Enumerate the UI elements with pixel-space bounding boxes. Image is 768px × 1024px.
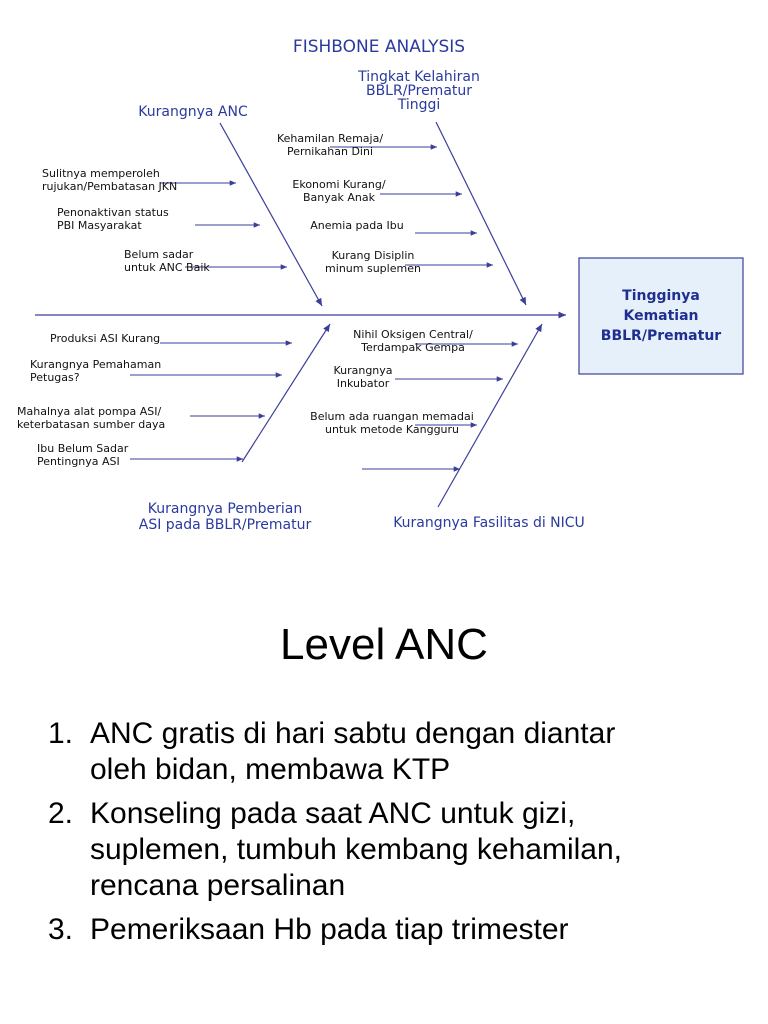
cause-label: Kurangnya Pemahaman	[30, 358, 162, 371]
list-text-line: Konseling pada saat ANC untuk gizi,	[90, 797, 576, 830]
list-item	[48, 796, 738, 904]
list-text-line: ANC gratis di hari sabtu dengan diantar	[90, 717, 616, 750]
list-number: 2.	[48, 797, 74, 830]
category-label-anc: Kurangnya ANC	[138, 104, 248, 120]
list-text-line: oleh bidan, membawa KTP	[90, 753, 451, 786]
list-text	[90, 716, 738, 788]
cause-label: PBI Masyarakat	[57, 219, 142, 232]
cause-label: Sulitnya memperoleh	[42, 167, 160, 180]
effect-text: Kematian	[623, 308, 699, 324]
effect-text: Tingginya	[622, 288, 700, 304]
cause-label: Belum ada ruangan memadai	[310, 410, 474, 423]
cause-label: Kehamilan Remaja/	[276, 132, 384, 145]
cause-label: Pentingnya ASI	[37, 455, 120, 468]
category-label-bblr: BBLR/Prematur	[365, 83, 473, 99]
cause-label: Belum sadar	[124, 248, 194, 261]
cause-label: Inkubator	[336, 377, 390, 390]
section-title: Level ANC	[280, 620, 488, 669]
cause-label: Banyak Anak	[303, 191, 375, 204]
category-label-asi: ASI pada BBLR/Prematur	[138, 517, 312, 533]
effect-text: BBLR/Prematur	[600, 328, 722, 344]
cause-label: Terdampak Gempa	[361, 341, 465, 354]
cause-label: keterbatasan sumber daya	[17, 418, 166, 431]
bone-asi	[242, 324, 330, 462]
diagram-title: FISHBONE ANALYSIS	[292, 37, 466, 57]
cause-label: Kurang Disiplin	[331, 249, 415, 262]
cause-label: Pernikahan Dini	[286, 145, 374, 158]
cause-label: Nihil Oksigen Central/	[353, 328, 473, 341]
cause-label: minum suplemen	[325, 262, 421, 275]
category-label-nicu: Kurangnya Fasilitas di NICU	[393, 515, 585, 531]
cause-label: Penonaktivan status	[57, 206, 169, 219]
cause-label: Anemia pada Ibu	[310, 219, 404, 232]
list-text-line: suplemen, tumbuh kembang kehamilan,	[90, 833, 622, 866]
cause-label: untuk ANC Baik	[124, 261, 210, 274]
bone-bblr	[436, 122, 526, 305]
labels-layer	[17, 69, 585, 533]
category-label-bblr: Tingkat Kelahiran	[358, 69, 480, 85]
category-label-asi: Kurangnya Pemberian	[147, 501, 303, 517]
cause-label: Mahalnya alat pompa ASI/	[17, 405, 162, 418]
cause-label: rujukan/Pembatasan JKN	[42, 180, 178, 193]
list-number: 1.	[48, 717, 74, 750]
cause-label: Produksi ASI Kurang	[50, 332, 161, 345]
list-item	[48, 912, 738, 948]
list-text-line: Pemeriksaan Hb pada tiap trimester	[90, 913, 569, 946]
cause-label: Ibu Belum Sadar	[37, 442, 129, 455]
list-text	[90, 796, 738, 904]
cause-label: Ekonomi Kurang/	[292, 178, 386, 191]
recommendation-list	[48, 716, 738, 956]
list-text-line: rencana persalinan	[90, 869, 346, 902]
list-text	[90, 912, 738, 948]
cause-label: Petugas?	[30, 371, 80, 384]
list-number: 3.	[48, 913, 74, 946]
cause-label: Kurangnya	[333, 364, 393, 377]
list-item	[48, 716, 738, 788]
cause-label: untuk metode Kangguru	[324, 423, 460, 436]
category-label-bblr: Tinggi	[397, 97, 441, 113]
